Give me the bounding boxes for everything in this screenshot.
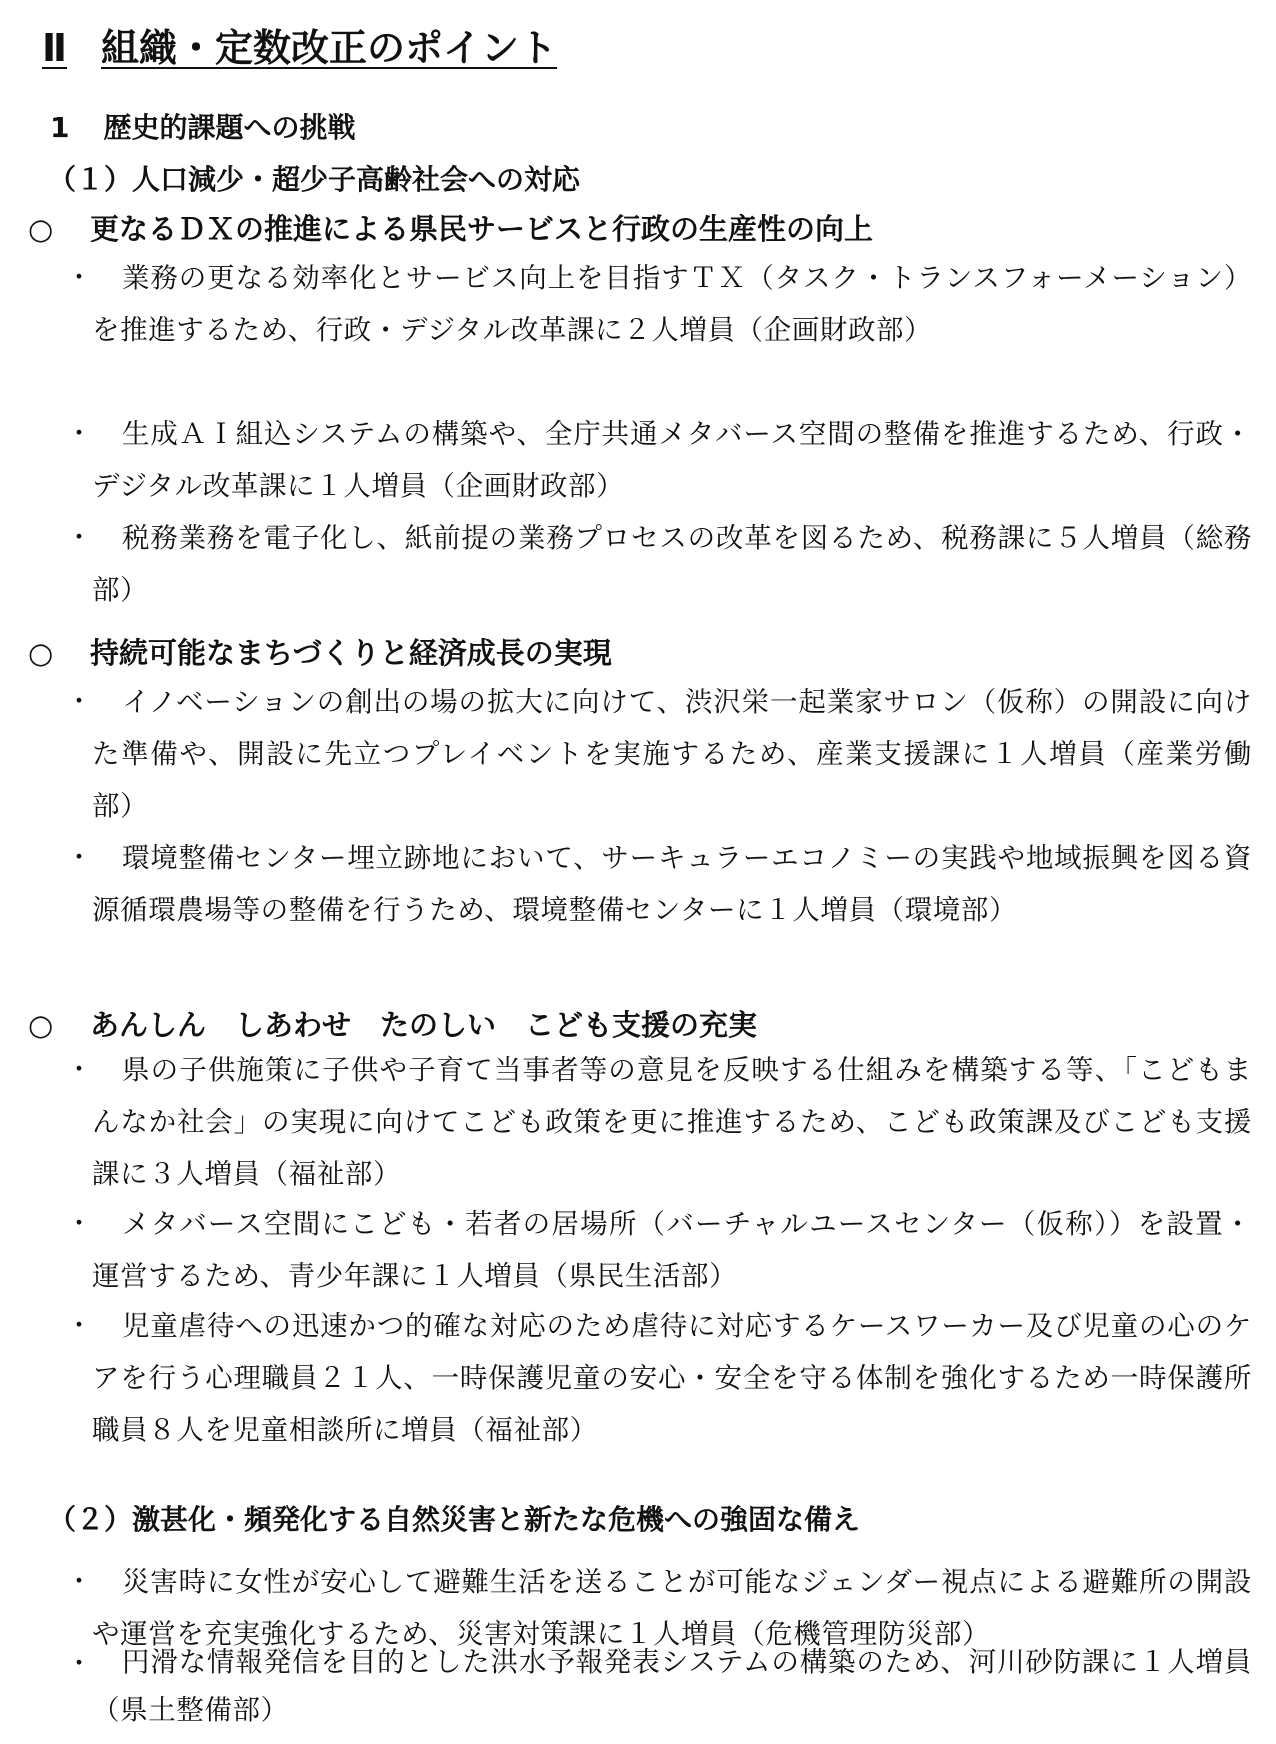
section-heading [50, 108, 356, 148]
bullet-item [66, 832, 1262, 936]
bullet-item [66, 1198, 1262, 1302]
bullet-dot: ・ [66, 523, 93, 553]
subsection-heading: （１）人口減少・超少子高齢社会への対応 [48, 163, 581, 196]
chapter-number: Ⅱ [42, 26, 68, 70]
bullet-item [66, 1044, 1262, 1200]
bullet-text: 環境整備センター埋立跡地において、サーキュラーエコノミーの実践や地域振興を図る資源循環農場等の整備を行うため、環境整備センターに１人増員（環境部） [92, 842, 1252, 926]
bullet-text: 生成ＡＩ組込システムの構築や、全庁共通メタバース空間の整備を推進するため、行政・デジタル改革課に１人増員（企画財政部） [92, 418, 1252, 502]
bullet-dot: ・ [66, 687, 93, 717]
chapter-heading [42, 22, 557, 74]
bullet-text: 県の子供施策に子供や子育て当事者等の意見を反映する仕組みを構築する等、「こどもまんなか社会」の実現に向けてこども政策を更に推進するため、こども政策課及びこども支援課に３人増員（福祉部） [92, 1054, 1252, 1190]
bullet-dot: ・ [66, 1649, 93, 1679]
subsection-heading: （２）激甚化・頻発化する自然災害と新たな危機への強固な備え [48, 1503, 861, 1536]
bullet-dot: ・ [66, 1311, 93, 1341]
bullet-text: 災害時に女性が安心して避難生活を送ることが可能なジェンダー視点による避難所の開設や運営を充実強化するため、災害対策課に１人増員（危機管理防災部） [92, 1566, 1252, 1650]
section-title-text: 歴史的課題への挑戦 [103, 111, 356, 144]
circle-marker: ○ [28, 212, 54, 246]
bullet-text: 児童虐待への迅速かつ的確な対応のため虐待に対応するケースワーカー及び児童の心のケアを行う心理職員２１人、一時保護児童の安心・安全を守る体制を強化するため一時保護所職員８人を児童相談所に増員（福祉部） [92, 1310, 1252, 1446]
bullet-item [66, 408, 1262, 512]
bullet-item [66, 512, 1262, 616]
item-title-text: 持続可能なまちづくりと経済成長の実現 [90, 636, 612, 670]
bullet-item [66, 676, 1262, 832]
circle-marker: ○ [28, 636, 54, 670]
bullet-item [66, 1300, 1262, 1456]
bullet-dot: ・ [66, 1209, 93, 1239]
section-number: 1 [50, 111, 70, 144]
item-title-text: あんしん しあわせ たのしい こども支援の充実 [90, 1008, 758, 1042]
item-title-text: 更なるＤＸの推進による県民サービスと行政の生産性の向上 [90, 212, 874, 246]
bullet-text: 業務の更なる効率化とサービス向上を目指すＴＸ（タスク・トランスフォーメーション）を推進するため、行政・デジタル改革課に２人増員（企画財政部） [92, 262, 1252, 346]
bullet-dot: ・ [66, 843, 93, 873]
bullet-text: 円滑な情報発信を目的とした洪水予報発表システムの構築のため、河川砂防課に１人増員（県土整備部） [92, 1646, 1252, 1726]
bullet-dot: ・ [66, 263, 93, 293]
item-heading [28, 1004, 757, 1046]
bullet-text: イノベーションの創出の場の拡大に向けて、渋沢栄一起業家サロン（仮称）の開設に向けた準備や、開設に先立つプレイベントを実施するため、産業支援課に１人増員（産業労働部） [92, 686, 1252, 822]
bullet-dot: ・ [66, 419, 93, 449]
bullet-text: 税務業務を電子化し、紙前提の業務プロセスの改革を図るため、税務課に５人増員（総務部） [92, 522, 1252, 606]
bullet-item [66, 252, 1262, 356]
bullet-text: メタバース空間にこども・若者の居場所（バーチャルユースセンター（仮称））を設置・運営するため、青少年課に１人増員（県民生活部） [92, 1208, 1252, 1292]
bullet-item [66, 1638, 1262, 1734]
circle-marker: ○ [28, 1008, 54, 1042]
bullet-dot: ・ [66, 1567, 93, 1597]
chapter-title-text: 組織・定数改正のポイント [101, 26, 558, 70]
item-heading [28, 208, 873, 250]
bullet-dot: ・ [66, 1055, 93, 1085]
item-heading [28, 632, 612, 674]
